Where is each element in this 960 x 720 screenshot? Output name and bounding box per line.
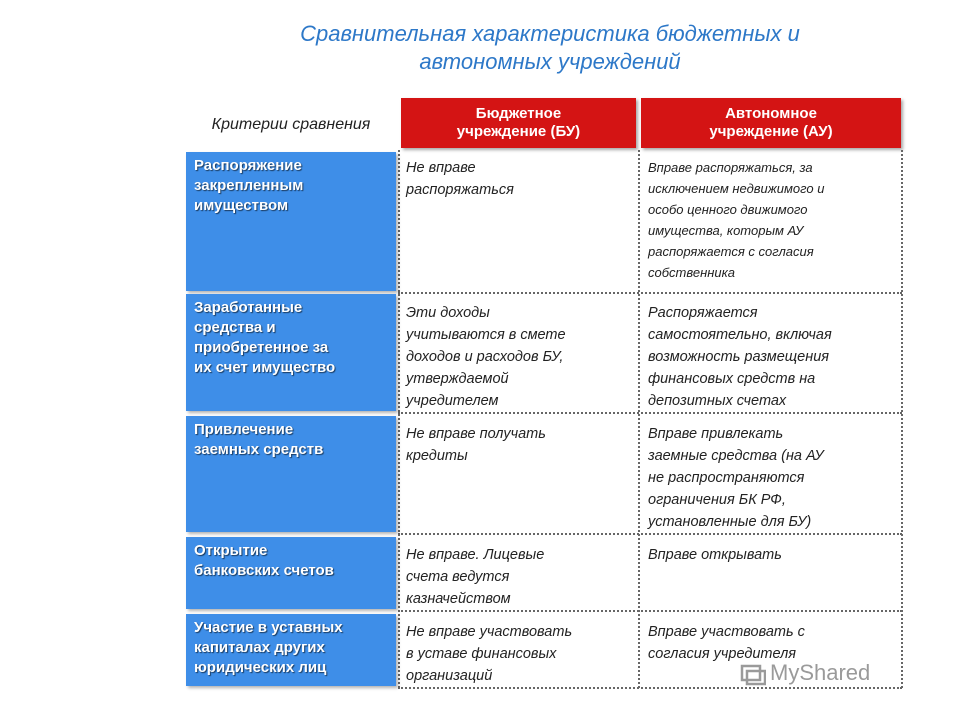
cell-au-property-disposal: Вправе распоряжаться, за исключением недвижимого и особо ценного движимого имущества, которым АУ распоряжается с согласия собственника [648, 160, 825, 280]
column-header-au [641, 98, 901, 148]
row-label-property-disposal: Распоряжение закрепленным имуществом [186, 152, 396, 291]
cell-bu-earned-funds: Эти доходы учитываются в смете доходов и расходов БУ, утверждаемой учредителем [406, 305, 566, 409]
watermark: MyShared [770, 660, 871, 685]
cell-bu-share-capital: Не вправе участвовать в уставе финансовых организаций [406, 624, 573, 684]
row-label-share-capital: Участие в уставных капиталах других юридических лиц [186, 614, 396, 686]
page-title [200, 20, 900, 76]
cell-au-share-capital: Вправе участвовать с согласия учредителя [648, 624, 805, 662]
row-label-borrowed-funds: Привлечение заемных средств [186, 416, 396, 532]
cell-au-earned-funds: Распоряжается самостоятельно, включая возможность размещения финансовых средств на депозитных счетах [648, 305, 832, 409]
column-header-bu [401, 98, 636, 148]
row-label-earned-funds: Заработанные средства и приобретенное за их счет имущество [186, 294, 396, 411]
cell-bu-borrowed-funds: Не вправе получать кредиты [406, 426, 546, 464]
title-line-1: Сравнительная характеристика бюджетных и [300, 21, 800, 46]
column-header-au-label: Автономное учреждение (АУ) [709, 105, 833, 140]
title-line-2: автономных учреждений [419, 49, 681, 74]
cell-au-borrowed-funds: Вправе привлекать заемные средства (на АУ не распространяются ограничения БК РФ, установленные для БУ) [648, 426, 824, 530]
myshared-logo-icon [740, 660, 766, 686]
cell-bu-bank-accounts: Не вправе. Лицевые счета ведутся казначейством [406, 547, 545, 607]
criteria-header: Критерии сравнения [211, 116, 371, 133]
row-label-bank-accounts: Открытие банковских счетов [186, 537, 396, 609]
cell-bu-property-disposal: Не вправе распоряжаться [406, 160, 514, 198]
column-header-bu-label: Бюджетное учреждение (БУ) [456, 105, 581, 140]
cell-au-bank-accounts: Вправе открывать [648, 547, 782, 563]
grid-line-row-1 [398, 292, 902, 294]
